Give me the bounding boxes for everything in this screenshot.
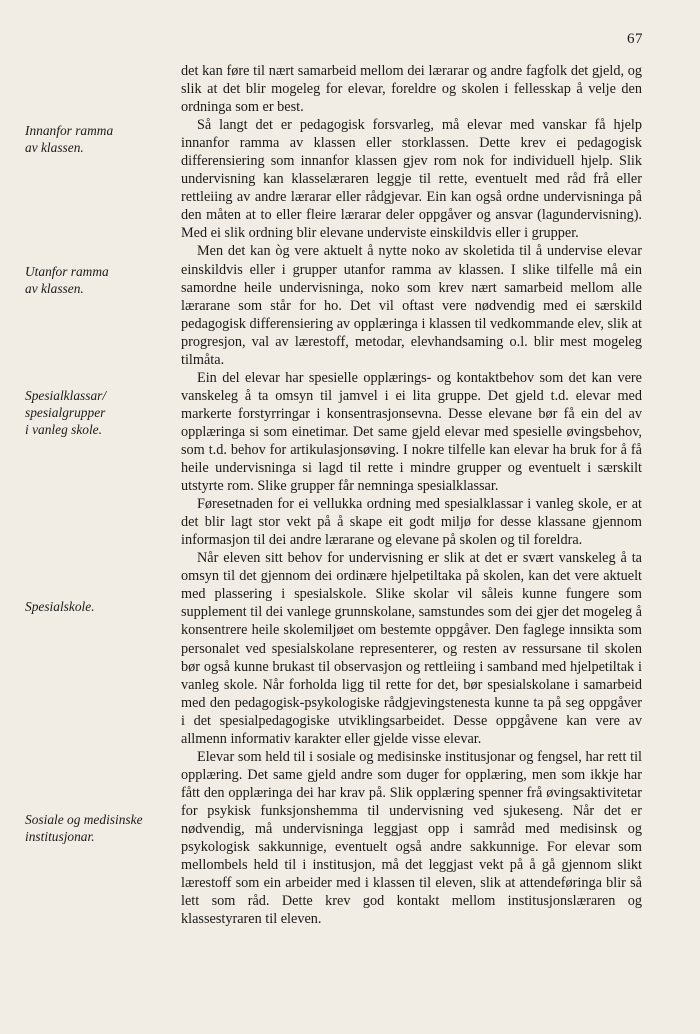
paragraph-foresetnaden: Føresetnaden for ei vellukka ordning med spesialklassar i vanleg skole, er at det blir lagt stor vekt på å skape eit godt miljø for desse klassane gjennom informasjon til dei andre lærarane og elevane på skolen og til foreldra. bbox=[181, 496, 642, 549]
paragraph-institusjonar: Elevar som held til i sosiale og medisinske institusjonar og fengsel, har rett til opplæring. Det same gjeld andre som duger for opplæring, men som ikkje har fått den opplæringa dei har krav på. Slik opplæring spenner frå øvingsaktivitetar for psykisk funksjonshemma til undervisning ved sjukeseng. Når det er nødvendig, må undervisninga leggjast opp i samråd med medisinsk og psykologisk sakkunnige, eventuelt også andre sakkunnige. For elevar som mellombels held til i institusjon, må det leggjast vekt på å gå gjennom slikt lærestoff som ein arbeider med i klassen til eleven, slik at attendeføringa blir så lett som råd. Dette krev god kontakt mellom institusjonslæraren og klassestyraren til eleven. bbox=[181, 748, 642, 928]
margin-note-line: Spesialklassar/ bbox=[25, 388, 107, 403]
margin-note-line: institusjonar. bbox=[25, 829, 95, 844]
paragraph-spesialklassar: Ein del elevar har spesielle opplærings- og kontaktbehov som det kan vere vanskeleg å ta omsyn til jamvel i ei lita gruppe. Det gjeld t.d. elevar med markerte forstyrringar i konsentrasjonsevna. Desse elevane bør få ein del av opplæringa si som einetimar. Det same gjeld elevar med spesielle øvingsbehov, som t.d. behov for artikulasjonsøving. I nokre tilfelle kan elevar ha bruk for å få heile undervisninga si lagd til rette i mindre grupper og eventuelt i særskilt utstyrte rom. Slike grupper får nemninga spesialklassar. bbox=[181, 369, 642, 495]
margin-note-line: spesialgrupper bbox=[25, 405, 106, 420]
margin-note-spesialskole bbox=[25, 598, 170, 615]
margin-note-spesialklassar bbox=[25, 387, 170, 438]
paragraph-innanfor-ramma: Så langt det er pedagogisk forsvarleg, må elevar med vanskar få hjelp innanfor ramma av klassen eller storklassen. Dette krev ei pedagogisk differensiering som innanfor klassen gjev rom nok for individuell hjelp. Slik undervisning kan klasselæraren leggje til rette, eventuelt med råd frå eller rettleiing av andre lærarar eller rådgjevar. Ein kan også ordne undervisninga på den måten at to eller fleire lærarar deler oppgåver og ansvar (lagundervisning). Med ei slik ordning blir elevane underviste einskildvis eller i grupper. bbox=[181, 117, 642, 242]
paragraph-spesialskole: Når eleven sitt behov for undervisning er slik at det er svært vanskeleg å ta omsyn til det gjennom dei ordinære hjelpetiltaka på skolen, kan det vere aktuelt med plassering i spesialskole. Slike skolar vil såleis kunne fungere som supplement til dei vanlege grunnskolane, samstundes som dei gjer det mogeleg å konsentrere heile skolemiljøet om bestemte oppgåver. Den faglege innsikta som personalet ved spesialskolane representerer, og resten av ressursane til skolen bør også kunne brukast til observasjon og rettleiing i samband med hjelpetiltak i vanleg skole. Når forholda ligg til rette for det, bør spesialskolane i samarbeid med den pedagogisk-psykologiske rådgjevingstenesta kunne ta på seg oppgåver i det spesialpedagogiske utviklingsarbeidet. Desse oppgåvene kan vere av allmenn informativ karakter eller gjelde visse elevar. bbox=[181, 550, 642, 747]
margin-note-line: Utanfor ramma bbox=[25, 264, 109, 279]
margin-note-innanfor bbox=[25, 122, 170, 156]
paragraph-continuation: det kan føre til nært samarbeid mellom dei lærarar og andre fagfolk det gjeld, og slik at det blir mogeleg for elevar, foreldre og skolen i fellesskap å velje den ordninga som er best. bbox=[181, 63, 642, 116]
margin-note-line: av klassen. bbox=[25, 281, 84, 296]
margin-note-utanfor bbox=[25, 263, 170, 297]
margin-note-line: Innanfor ramma bbox=[25, 123, 114, 138]
page-number: 67 bbox=[627, 31, 643, 47]
margin-note-line: av klassen. bbox=[25, 140, 84, 155]
paragraph-utanfor-ramma: Men det kan òg vere aktuelt å nytte noko av skoletida til å undervise elevar einskildvis eller i grupper utanfor ramma av klassen. I slike tilfelle må ein samordne heile undervisninga, noko som krev nært samarbeid mellom alle lærarane som står for ho. Det vil oftast vere nødvendig med ei særskild pedagogisk differensiering av opplæringa i klassen til vedkommande elev, slik at progresjon, val av lærestoff, metodar, elevhandsaming o.l. blir mest mogeleg tilmåta. bbox=[181, 243, 642, 368]
margin-notes bbox=[0, 0, 170, 1034]
margin-note-line: i vanleg skole. bbox=[25, 422, 102, 437]
margin-note-line: Spesialskole. bbox=[25, 599, 95, 614]
body-text bbox=[181, 62, 642, 928]
margin-note-line: Sosiale og medisinske bbox=[25, 812, 143, 827]
margin-note-sosiale bbox=[25, 811, 170, 845]
